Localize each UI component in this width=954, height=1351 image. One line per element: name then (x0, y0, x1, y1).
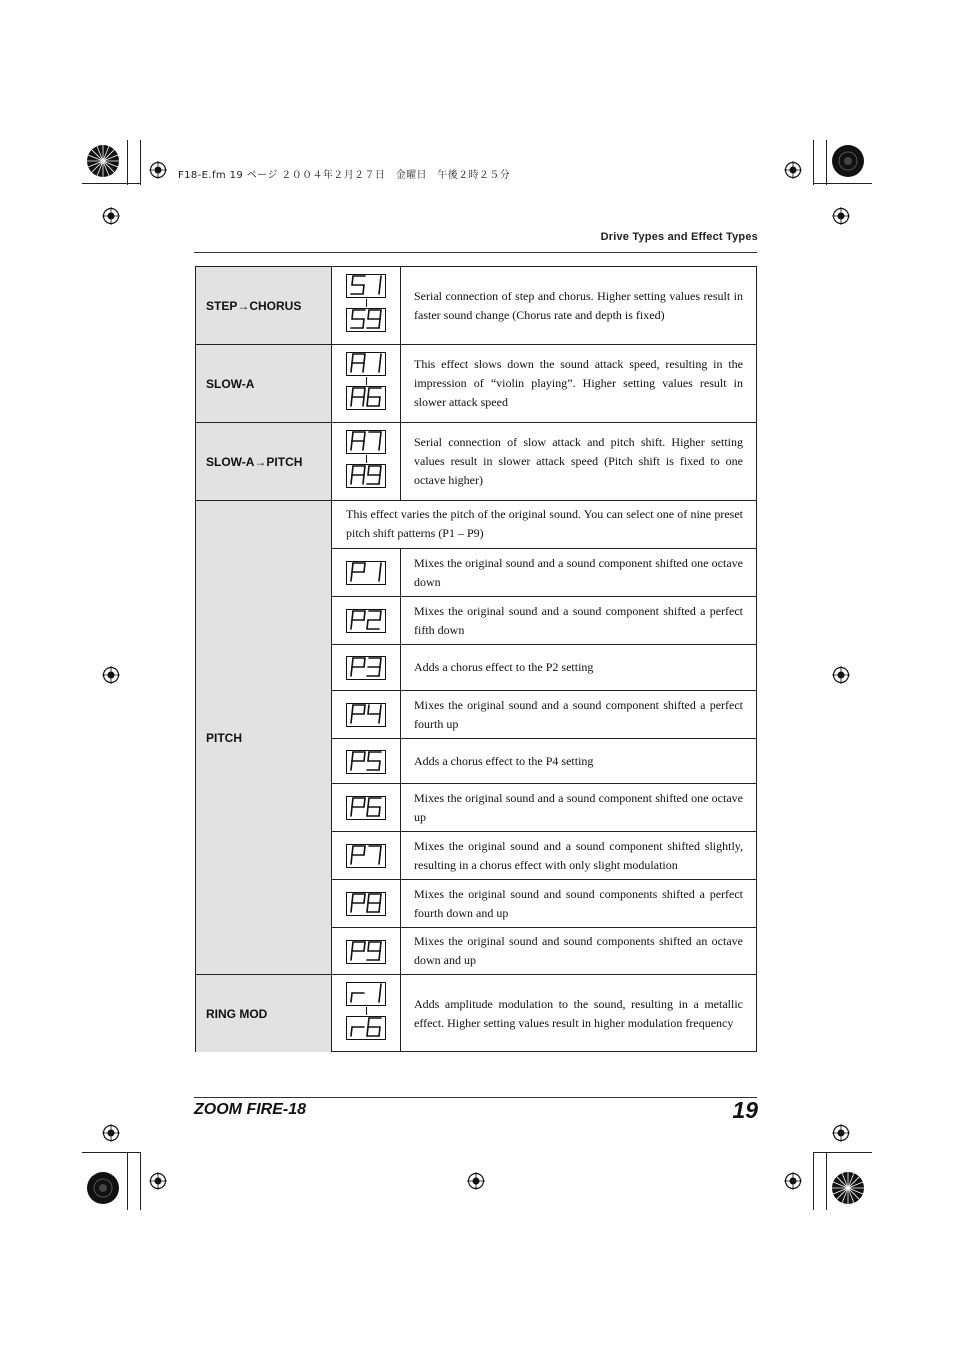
range-connector (366, 455, 367, 463)
range-connector (366, 1007, 367, 1015)
crosshair-icon (467, 1172, 485, 1190)
description-text: Mixes the original sound and a sound component shifted a perfect fourth up (414, 697, 743, 731)
crosshair-icon (832, 207, 850, 225)
registration-rosette-icon (86, 1171, 120, 1205)
effect-name: SLOW-A (196, 345, 332, 423)
crosshair-icon (102, 1124, 120, 1142)
description-text: This effect slows down the sound attack speed, resulting in the impression of “violin playing”. Higher setting values result in slower attack speed (414, 357, 743, 409)
description-text: Mixes the original sound and a sound component shifted one octave down (414, 555, 743, 589)
lcd-display-a9 (346, 464, 386, 488)
lcd-display-p6 (346, 796, 386, 820)
crosshair-icon (149, 161, 167, 179)
print-header: F18-E.fm 19 ページ ２００４年２月２７日 金曜日 午後２時２５分 (178, 170, 511, 181)
crosshair-icon (832, 1124, 850, 1142)
lcd-display-p2 (346, 609, 386, 633)
lcd-display-p3 (346, 656, 386, 680)
lcd-display-p4 (346, 703, 386, 727)
running-head: Drive Types and Effect Types (600, 231, 758, 243)
effect-description (401, 345, 756, 423)
description-text: Serial connection of step and chorus. Higher setting values result in faster sound change (Chorus rate and depth is fixed) (414, 288, 743, 322)
description-text: Serial connection of slow attack and pitch shift. Higher setting values result in slower attack speed (Pitch shift is fixed to one octave higher) (414, 435, 743, 487)
effect-description (401, 928, 756, 975)
range-connector (366, 299, 367, 307)
description-text: Adds a chorus effect to the P2 setting (414, 660, 594, 674)
lcd-display-p5 (346, 750, 386, 774)
range-connector (366, 377, 367, 385)
lcd-display-r1 (346, 982, 386, 1006)
lcd-display-p9 (346, 940, 386, 964)
effect-name: PITCH (196, 501, 332, 975)
lcd-display-s9 (346, 308, 386, 332)
lcd-display-p8 (346, 892, 386, 916)
effect-description (401, 423, 756, 501)
crosshair-icon (102, 666, 120, 684)
effect-name: STEP→CHORUS (196, 267, 332, 345)
lcd-display-s1 (346, 274, 386, 298)
lcd-display-p7 (346, 844, 386, 868)
description-text: Mixes the original sound and sound components shifted an octave down and up (414, 934, 743, 967)
lcd-display-a1 (346, 352, 386, 376)
effect-description (401, 691, 756, 739)
footer-rule (194, 1097, 757, 1098)
effect-name: SLOW-A→PITCH (196, 423, 332, 501)
lcd-display-a7 (346, 430, 386, 454)
crosshair-icon (149, 1172, 167, 1190)
crosshair-icon (784, 1172, 802, 1190)
header-rule (194, 252, 757, 253)
effect-description (401, 549, 756, 597)
registration-rosette-icon (86, 144, 120, 178)
crosshair-icon (784, 161, 802, 179)
effect-intro: This effect varies the pitch of the original sound. You can select one of nine preset pitch shift patterns (P1 – P9) (332, 501, 756, 549)
footer-brand: ZOOM FIRE-18 (194, 1101, 307, 1118)
effect-name: RING MOD (196, 975, 332, 1052)
lcd-display-p1 (346, 561, 386, 585)
registration-rosette-icon (831, 144, 865, 178)
description-text: Adds amplitude modulation to the sound, resulting in a metallic effect. Higher setting values result in higher modulation frequency (414, 996, 743, 1030)
effect-description (401, 645, 756, 691)
description-text: Mixes the original sound and a sound component shifted a perfect fifth down (414, 603, 743, 637)
page-number: 19 (732, 1097, 758, 1123)
effect-description (401, 267, 756, 345)
effect-description (401, 880, 756, 928)
description-text: Mixes the original sound and sound components shifted a perfect fourth down and up (414, 886, 743, 920)
effect-description (401, 784, 756, 832)
description-text: Mixes the original sound and a sound component shifted one octave up (414, 790, 743, 824)
effect-description (401, 597, 756, 645)
lcd-display-a6 (346, 386, 386, 410)
lcd-display-r6 (346, 1016, 386, 1040)
registration-rosette-icon (831, 1171, 865, 1205)
description-text: Mixes the original sound and a sound component shifted slightly, resulting in a chorus effect with only slight modulation (414, 838, 743, 872)
crosshair-icon (832, 666, 850, 684)
effect-description (401, 975, 756, 1052)
crosshair-icon (102, 207, 120, 225)
effect-description (401, 832, 756, 880)
effect-types-table (195, 266, 757, 1052)
effect-description (401, 739, 756, 784)
description-text: Adds a chorus effect to the P4 setting (414, 753, 594, 768)
